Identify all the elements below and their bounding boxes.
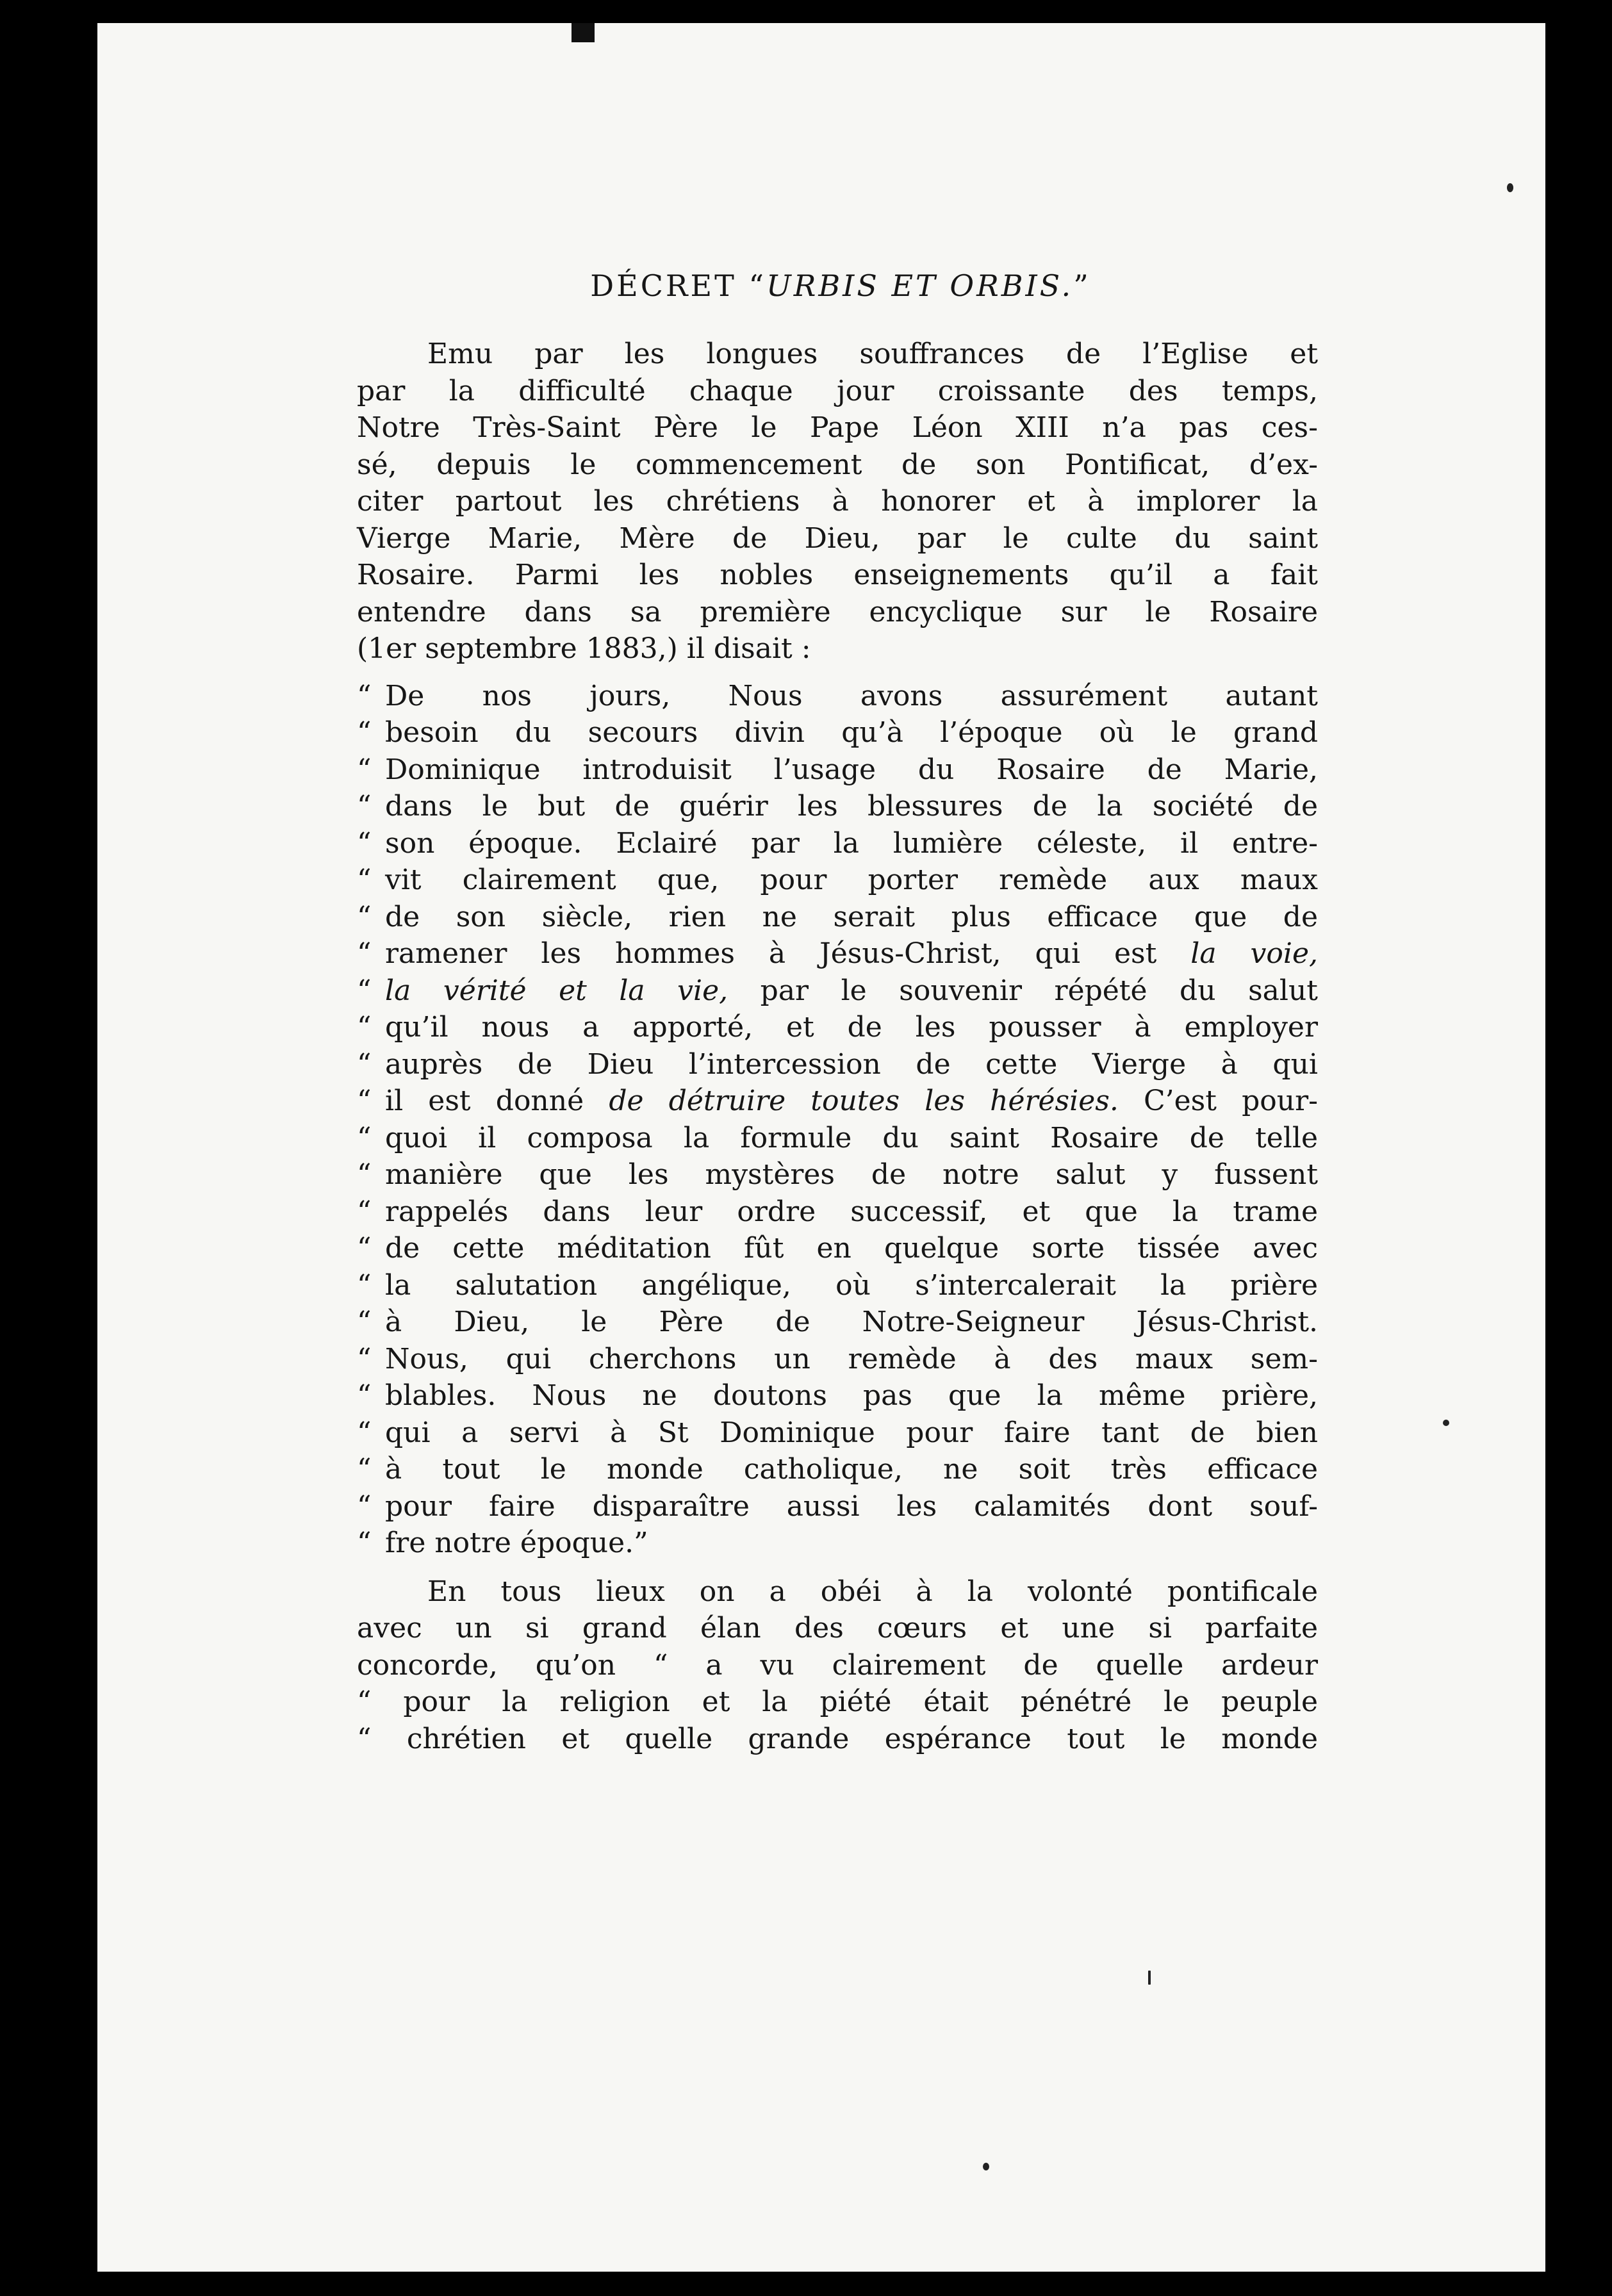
text-line: avec un si grand élan des cœurs et une si parfaite (357, 1612, 1318, 1644)
quote-emphasis: de détruire toutes les hérésies. (609, 1085, 1119, 1117)
quote-text: à Dieu, le Père de Notre-Seigneur Jésus-Christ. (385, 1306, 1318, 1338)
quote-line (357, 1341, 1318, 1378)
scan-speck (1148, 1971, 1151, 1985)
quote-text: de son siècle, rien ne serait plus efficace que de (385, 900, 1318, 933)
quote-text: par le souvenir répété du salut (728, 974, 1318, 1007)
quote-line (357, 751, 1318, 789)
quote-text: fre notre époque.” (385, 1527, 648, 1559)
quote-mark: “ (357, 1232, 372, 1265)
scan-speck (1507, 183, 1513, 192)
document-heading (363, 266, 1318, 305)
quote-text: il est donné (385, 1085, 609, 1117)
quote-line (357, 1525, 1318, 1562)
quote-text: à tout le monde catholique, ne soit très efficace (385, 1453, 1318, 1486)
quote-text: la salutation angélique, où s’intercalerait la prière (385, 1268, 1318, 1302)
quote-mark: “ (357, 1011, 372, 1044)
heading-emph: URBIS ET ORBIS. (766, 268, 1074, 303)
quote-mark: “ (357, 1379, 372, 1412)
quote-line (357, 1377, 1318, 1414)
quote-mark: “ (357, 826, 372, 860)
quote-mark: “ (357, 1158, 372, 1191)
quote-mark: “ (357, 1121, 372, 1154)
scan-edge-mark (572, 23, 595, 42)
quote-mark: “ (357, 1047, 372, 1081)
heading-plain: DÉCRET “ (590, 268, 766, 303)
quote-text: de cette méditation fût en quelque sorte tissée avec (385, 1232, 1318, 1265)
scan-speck (983, 2163, 989, 2170)
quote-text: rappelés dans leur ordre successif, et que la trame (385, 1195, 1318, 1228)
text-line: “ chrétien et quelle grande espérance tout le monde (357, 1722, 1318, 1755)
quote-line (357, 1488, 1318, 1525)
text-line: citer partout les chrétiens à honorer et à implorer la (357, 485, 1318, 518)
quote-line (357, 1193, 1318, 1231)
quote-text: De nos jours, Nous avons assurément autant (385, 679, 1318, 712)
paragraph-intro (357, 336, 1318, 668)
quote-mark: “ (357, 1085, 372, 1117)
quote-mark: “ (357, 716, 372, 749)
scanned-page (97, 23, 1545, 2272)
scan-speck (1443, 1420, 1449, 1426)
text-line: Rosaire. Parmi les nobles enseignements qu’il a fait (357, 559, 1318, 591)
quote-text: besoin du secours divin qu’à l’époque où le grand (385, 716, 1318, 749)
quote-text: blables. Nous ne doutons pas que la même prière, (385, 1379, 1318, 1412)
text-line: entendre dans sa première encyclique sur le Rosaire (357, 595, 1318, 628)
quote-mark: “ (357, 1268, 372, 1302)
quote-line (357, 825, 1318, 862)
text-line: (1er septembre 1883,) il disait : (357, 632, 811, 665)
heading-closing: ” (1073, 268, 1091, 303)
quote-text: manière que les mystères de notre salut y fussent (385, 1158, 1318, 1191)
quote-emphasis: la vérité et la vie, (385, 974, 728, 1007)
quote-mark: “ (357, 900, 372, 933)
quote-mark: “ (357, 1489, 372, 1523)
text-line: par la difficulté chaque jour croissante des temps, (357, 374, 1318, 407)
quote-line (357, 678, 1318, 715)
quote-text: dans le but de guérir les blessures de la société de (385, 790, 1318, 823)
quote-mark: “ (357, 974, 372, 1007)
quote-text: qui a servi à St Dominique pour faire tant de bien (385, 1416, 1318, 1449)
text-line: Notre Très-Saint Père le Pape Léon XIII n’a pas ces- (357, 411, 1318, 444)
quote-text: qu’il nous a apporté, et de les pousser à employer (385, 1011, 1318, 1044)
quote-text: C’est pour- (1118, 1085, 1318, 1117)
quote-text: Dominique introduisit l’usage du Rosaire de Marie, (385, 753, 1318, 786)
quote-line (357, 1156, 1318, 1193)
quote-line (357, 1414, 1318, 1452)
text-line: “ pour la religion et la piété était pénétré le peuple (357, 1685, 1318, 1718)
quote-mark: “ (357, 1342, 372, 1375)
paragraph-obedience (357, 1573, 1318, 1758)
encyclical-quotation (357, 678, 1318, 1562)
quote-mark: “ (357, 937, 372, 970)
quote-line (357, 714, 1318, 751)
quote-line (357, 1083, 1318, 1120)
quote-text: son époque. Eclairé par la lumière céleste, il entre- (385, 826, 1318, 860)
quote-mark: “ (357, 1306, 372, 1338)
quote-text: auprès de Dieu l’intercession de cette Vierge à qui (385, 1047, 1318, 1081)
quote-line (357, 1451, 1318, 1488)
quote-mark: “ (357, 1527, 372, 1559)
quote-mark: “ (357, 679, 372, 712)
quote-line (357, 935, 1318, 972)
quote-mark: “ (357, 753, 372, 786)
text-line: concorde, qu’on “ a vu clairement de quelle ardeur (357, 1648, 1318, 1682)
quote-text: pour faire disparaître aussi les calamités dont souf- (385, 1489, 1318, 1523)
quote-text: vit clairement que, pour porter remède aux maux (385, 864, 1318, 896)
text-line: Emu par les longues souffrances de l’Eglise et (427, 338, 1318, 370)
quote-line (357, 788, 1318, 825)
text-line: Vierge Marie, Mère de Dieu, par le culte du saint (357, 521, 1318, 555)
quote-mark: “ (357, 864, 372, 896)
quote-line (357, 1046, 1318, 1083)
quote-line (357, 1120, 1318, 1157)
quote-text: Nous, qui cherchons un remède à des maux sem- (385, 1342, 1318, 1375)
quote-mark: “ (357, 1453, 372, 1486)
quote-text: ramener les hommes à Jésus-Christ, qui est (385, 937, 1191, 970)
quote-mark: “ (357, 790, 372, 823)
quote-line (357, 972, 1318, 1010)
quote-emphasis: la voie, (1190, 937, 1318, 970)
quote-text: quoi il composa la formule du saint Rosaire de telle (385, 1121, 1318, 1154)
text-line: sé, depuis le commencement de son Pontificat, d’ex- (357, 448, 1318, 481)
quote-line (357, 1304, 1318, 1341)
text-line: En tous lieux on a obéi à la volonté pontificale (427, 1575, 1318, 1608)
quote-line (357, 1009, 1318, 1046)
document-body (357, 266, 1318, 1757)
quote-line (357, 1230, 1318, 1267)
quote-line (357, 899, 1318, 936)
quote-mark: “ (357, 1195, 372, 1228)
quote-line (357, 1267, 1318, 1304)
quote-mark: “ (357, 1416, 372, 1449)
quote-line (357, 862, 1318, 899)
